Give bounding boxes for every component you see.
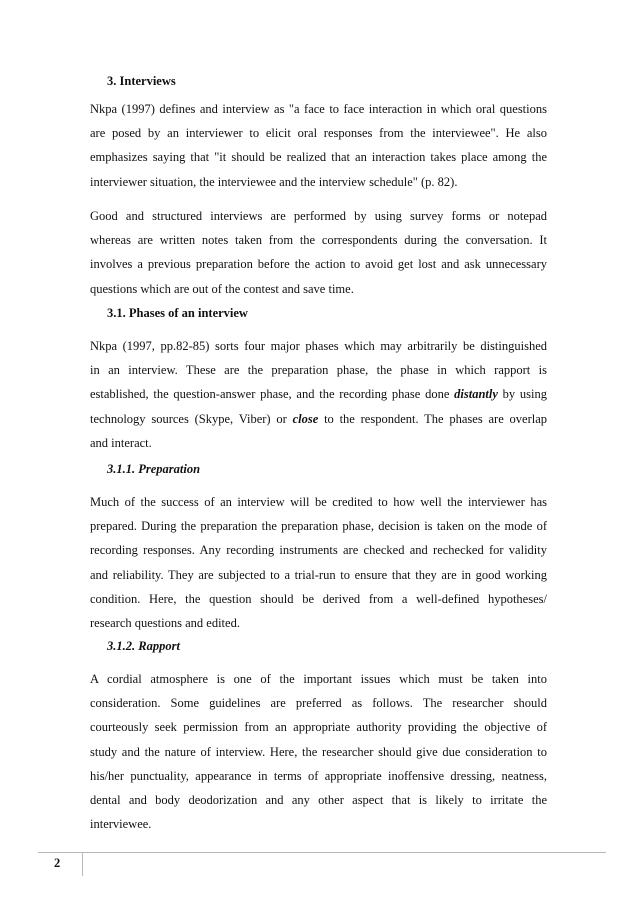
paragraph-phases [90, 334, 547, 455]
section-heading-preparation: 3.1.1. Preparation [107, 462, 201, 476]
paragraph-structured-interviews [90, 204, 547, 301]
text-fragment: established, the question-answer phase, and the recording phase done [90, 387, 450, 402]
text-line: in an interview. These are the preparation phase, the phase in which rapport is [90, 363, 547, 378]
text-line: recording responses. Any recording instruments are checked and rechecked for validity [90, 543, 547, 558]
text-line: Nkpa (1997) defines and interview as "a face to face interaction in which oral questions [90, 102, 547, 116]
paragraph-preparation [90, 490, 547, 635]
text-line: involves a previous preparation before the action to avoid get lost and ask unnecessary [90, 257, 547, 272]
emphasis-close: close [292, 411, 319, 426]
text-line: A cordial atmosphere is one of the important issues which must be taken into [90, 672, 547, 686]
section-heading-interviews: 3. Interviews [107, 74, 176, 88]
text-line: and reliability. They are subjected to a trial-run to ensure that they are in good working [90, 567, 547, 582]
text-line: courteously seek permission from an appropriate authority providing the objective of [90, 720, 547, 735]
text-line: research questions and edited. [90, 615, 240, 630]
text-line: interviewer situation, the interviewee and the interview schedule" (p. 82). [90, 174, 458, 189]
emphasis-distantly: distantly [454, 387, 498, 402]
text-line: condition. Here, the question should be derived from a well-defined hypotheses/ [90, 591, 547, 606]
page-number-box [38, 852, 83, 876]
footer-divider [38, 852, 606, 853]
text-line: his/her punctuality, appearance in terms of appropriate inoffensive dressing, neatness, [90, 768, 547, 783]
text-line: whereas are written notes taken from the correspondents during the conversation. It [90, 233, 547, 248]
text-line [90, 382, 547, 406]
text-line: and interact. [90, 435, 152, 450]
text-line: study and the nature of interview. Here, the researcher should give due consideration to [90, 744, 547, 759]
text-line: emphasizes saying that "it should be realized that an interaction takes place among the [90, 150, 547, 165]
text-fragment: technology sources (Skype, Viber) or [90, 411, 287, 426]
text-line [90, 407, 547, 431]
text-line: consideration. Some guidelines are preferred as follows. The researcher should [90, 696, 547, 711]
text-line: Nkpa (1997, pp.82-85) sorts four major phases which may arbitrarily be distinguished [90, 339, 547, 353]
text-line: dental and body deodorization and any other aspect that is likely to irritate the [90, 792, 547, 807]
text-line: are posed by an interviewer to elicit oral responses from the interviewee". He also [90, 126, 547, 141]
paragraph-interview-definition [90, 97, 547, 194]
text-line: Much of the success of an interview will be credited to how well the interviewer has [90, 495, 547, 509]
section-heading-rapport: 3.1.2. Rapport [107, 639, 180, 653]
text-line: interviewee. [90, 817, 152, 832]
text-line: Good and structured interviews are performed by using survey forms or notepad [90, 209, 547, 223]
text-line: prepared. During the preparation the preparation phase, decision is taken on the mode of [90, 519, 547, 534]
text-fragment: to the respondent. The phases are overlap [324, 411, 548, 426]
section-heading-phases: 3.1. Phases of an interview [107, 306, 248, 320]
paragraph-rapport [90, 667, 547, 836]
page-number: 2 [54, 856, 61, 870]
text-line: questions which are out of the contest and save time. [90, 281, 354, 296]
text-fragment: by using [502, 387, 548, 402]
